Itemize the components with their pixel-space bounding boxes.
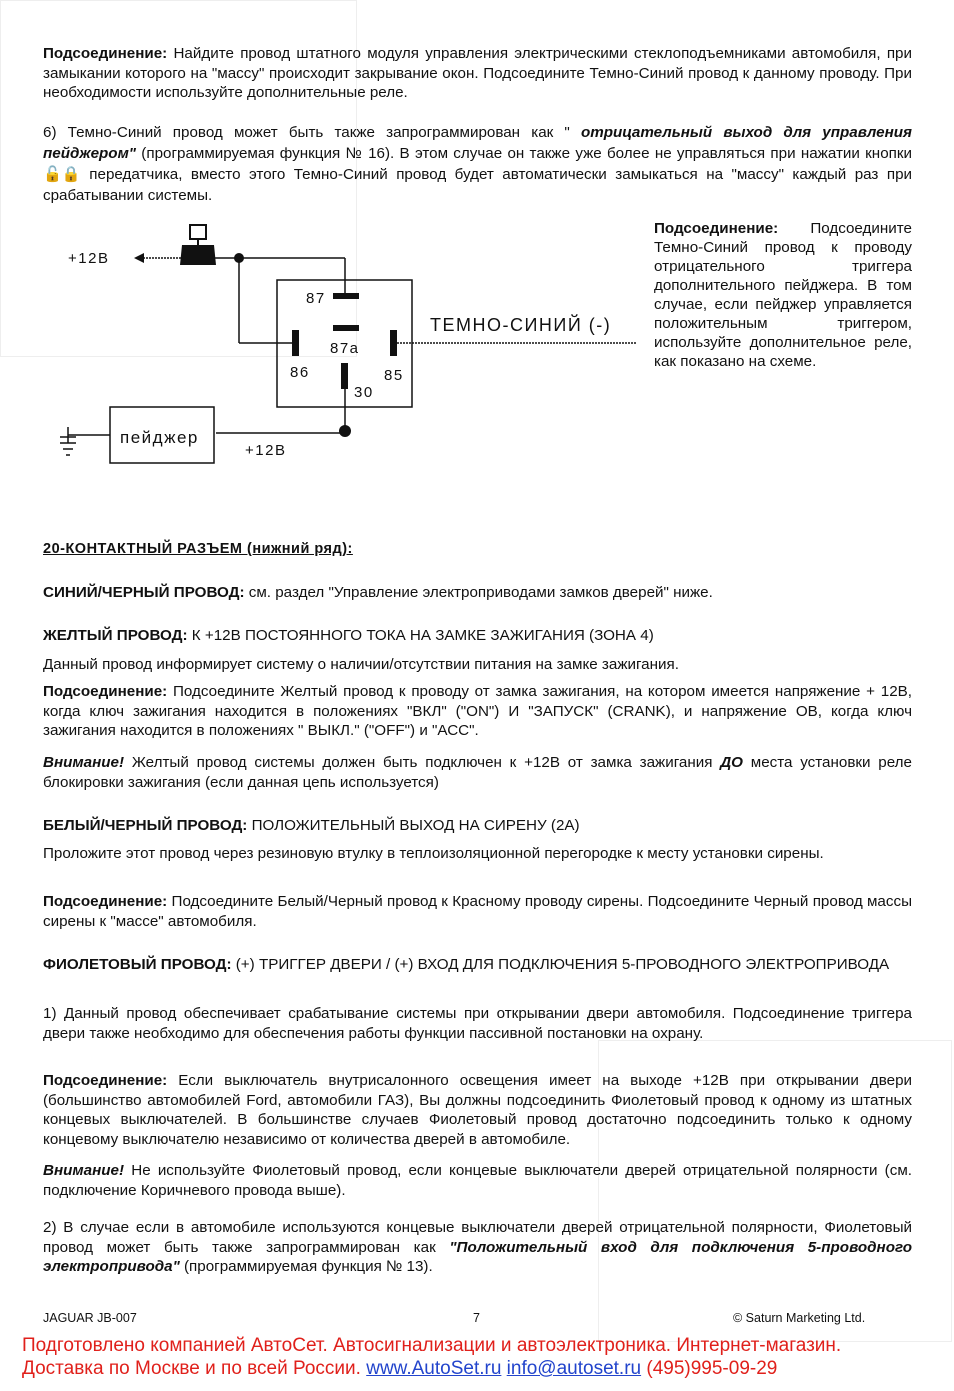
plus12-left-label: +12В [68,250,110,267]
violet-connection: Подсоединение: Если выключатель внутрисалонного освещения имеет на выходе +12В при открывании двери (большинство автомобилей Ford, автомобили ГАЗ), Вы должны подсоединить Фиолетовый провод к одному из штатных концевых выключателей. В большинстве случаев Фиолетовый провод достаточно подсоединить только к одному концевому выключателю независимо от количества дверей в автомобиле. [43,1072,912,1148]
footer-model: JAGUAR JB-007 [43,1311,137,1325]
lock-unlock-icon: 🔓🔒 [43,166,81,183]
plus12-bottom-label: +12В [245,442,287,459]
violet-1: 1) Данный провод обеспечивает срабатывание системы при открывании двери автомобиля. Подсоединение триггера двери также необходимо для обеспечения работы функции пассивной постановки на охрану. [43,1005,912,1042]
site-link[interactable]: www.AutoSet.ru [366,1358,502,1379]
dark-blue-wire-label: ТЕМНО-СИНИЙ (-) [430,315,612,335]
pin-87a-label: 87a [330,340,360,357]
para-pager-output: 6) Темно-Синий провод может быть также запрограммирован как " отрицательный выход для управления пейджером" (программируемая функция № 16). В этом случае он также уже более не управляться при нажатии кнопки 🔓🔒 передатчика, вместо этого Темно-Синий провод будет автоматически замыкаться на "массу" каждый раз при срабатывании системы. [43,124,912,204]
white-info: Проложите этот провод через резиновую втулку в теплоизоляционной перегородке к месту установки сирены. [43,845,824,862]
pager-label: пейджер [120,428,199,447]
blue-black-wire: СИНИЙ/ЧЕРНЫЙ ПРОВОД: см. раздел "Управление электроприводами замков дверей" ниже. [43,584,713,601]
yellow-info: Данный провод информирует систему о наличии/отсутствии питания на замке зажигания. [43,656,679,673]
section-heading: 20-КОНТАКТНЫЙ РАЗЪЕМ (нижний ряд): [43,541,353,557]
pin-85-label: 85 [384,367,404,384]
promo-line-1: Подготовлено компанией АвтоСет. Автосигнализации и автоэлектроника. Интернет-магазин. [22,1335,842,1356]
footer-page-number: 7 [473,1311,480,1325]
footer-copyright: © Saturn Marketing Ltd. [733,1311,866,1325]
email-link[interactable]: info@autoset.ru [506,1358,642,1379]
violet-wire: ФИОЛЕТОВЫЙ ПРОВОД: (+) ТРИГГЕР ДВЕРИ / (+) ВХОД ДЛЯ ПОДКЛЮЧЕНИЯ 5-ПРОВОДНОГО ЭЛЕКТРОПРИВОДА [43,956,890,973]
yellow-warning: Внимание! Желтый провод системы должен быть подключен к +12В от замка зажигания ДО места установки реле блокировки зажигания (если данная цепь используется) [43,754,912,791]
para-window-connection: Подсоединение: Найдите провод штатного модуля управления электрическими стеклоподъемниками автомобиля, при замыкании которого на "массу" происходит закрывание окон. Подсоедините Темно-Синий провод к данному проводу. При необходимости используйте дополнительные реле. [43,45,912,101]
para-pager-connection: Подсоединение: Подсоедините Темно-Синий провод к проводу отрицательного триггера дополнительного пейджера. В том случае, если пейджер управляется положительным триггером, используйте дополнительное реле, как показано на схеме. [654,220,912,370]
violet-2: 2) В случае если в автомобиле используются концевые выключатели дверей отрицательной полярности, Фиолетовый провод может быть также запрограммирован как "Положительный вход для подключения 5-проводного электропривода" (программируемая функция № 13). [43,1219,912,1275]
relay-schematic [40,215,640,480]
pin-87-label: 87 [306,290,326,307]
pin-30-label: 30 [354,384,374,401]
promo-line-2: Доставка по Москве и по всей России. www.AutoSet.ru info@autoset.ru (495)995-09-29 [22,1358,778,1379]
yellow-wire: ЖЕЛТЫЙ ПРОВОД: К +12В ПОСТОЯННОГО ТОКА НА ЗАМКЕ ЗАЖИГАНИЯ (ЗОНА 4) [43,627,654,644]
pin-86-label: 86 [290,364,310,381]
white-black-wire: БЕЛЫЙ/ЧЕРНЫЙ ПРОВОД: ПОЛОЖИТЕЛЬНЫЙ ВЫХОД НА СИРЕНУ (2А) [43,817,580,834]
yellow-connection: Подсоединение: Подсоедините Желтый провод к проводу от замка зажигания, на котором имеется напряжение + 12В, когда ключ зажигания находится в положениях "ВКЛ" ("ON") И "ЗАПУСК" (CRANK), и напряжение ОВ, когда ключ зажигания находится в положениях " ВЫКЛ." ("OFF") и "АСС". [43,683,912,739]
violet-warning: Внимание! Не используйте Фиолетовый провод, если концевые выключатели дверей отрицательной полярности (см. подключение Коричневого провода выше). [43,1162,912,1199]
white-connection: Подсоединение: Подсоедините Белый/Черный провод к Красному проводу сирены. Подсоедините Черный провод массы сирены к "массе" автомобиля. [43,893,912,930]
